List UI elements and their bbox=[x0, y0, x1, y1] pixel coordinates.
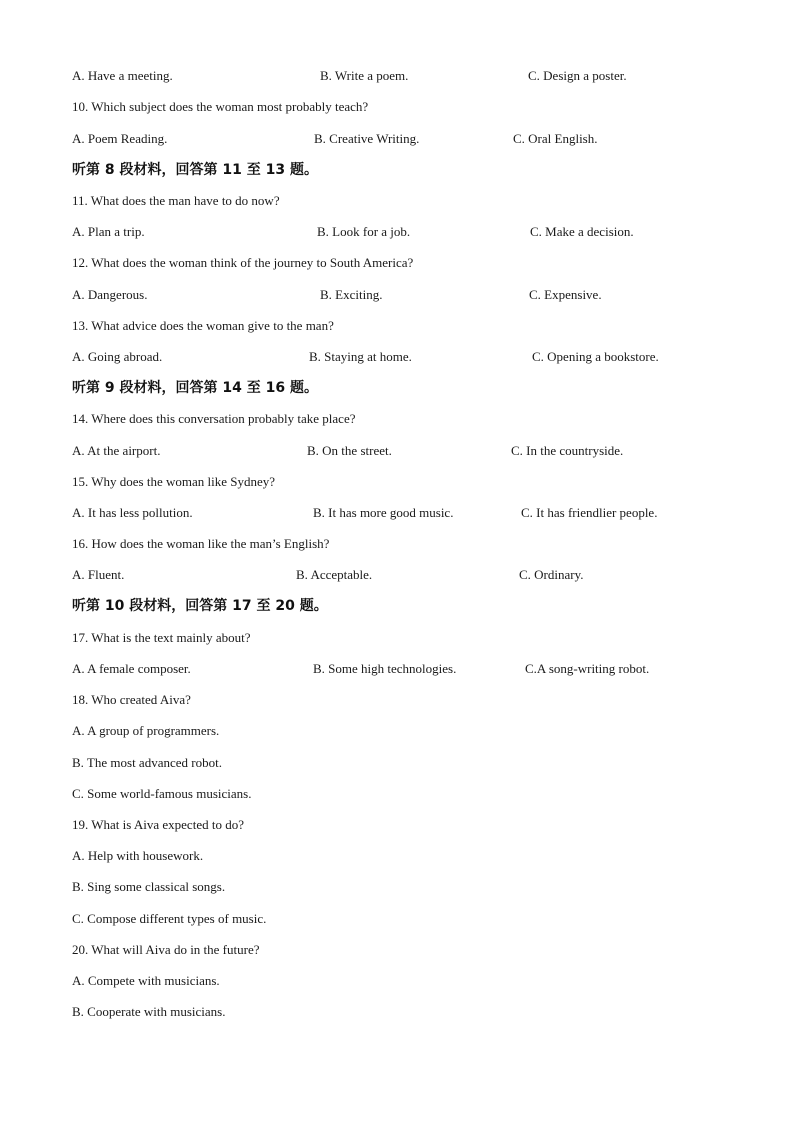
q14-option-a: A. At the airport. bbox=[72, 443, 161, 458]
q17-option-c: C.A song-writing robot. bbox=[525, 661, 650, 676]
q19-question: 19. What is Aiva expected to do? bbox=[72, 817, 244, 832]
q16-option-b: B. Acceptable. bbox=[296, 567, 373, 582]
q16-option-c: C. Ordinary. bbox=[519, 567, 584, 582]
section-heading-10: 听第 10 段材料，回答第 17 至 20 题。 bbox=[72, 598, 328, 614]
q12-question: 12. What does the woman think of the journey to South America? bbox=[72, 255, 414, 270]
q9-option-c: C. Design a poster. bbox=[528, 68, 627, 83]
q10-option-a: A. Poem Reading. bbox=[72, 131, 168, 146]
q13-question: 13. What advice does the woman give to the man? bbox=[72, 318, 334, 333]
q17-option-a: A. A female composer. bbox=[72, 661, 191, 676]
q13-option-c: C. Opening a bookstore. bbox=[532, 349, 659, 364]
q15-option-b: B. It has more good music. bbox=[313, 505, 454, 520]
q11-option-c: C. Make a decision. bbox=[530, 224, 634, 239]
q12-option-c: C. Expensive. bbox=[529, 287, 602, 302]
q19-option-a: A. Help with housework. bbox=[72, 848, 204, 863]
q10-option-c: C. Oral English. bbox=[513, 131, 598, 146]
q17-option-b: B. Some high technologies. bbox=[313, 661, 457, 676]
q15-option-a: A. It has less pollution. bbox=[72, 505, 193, 520]
q19-option-c: C. Compose different types of music. bbox=[72, 911, 267, 926]
q14-option-b: B. On the street. bbox=[307, 443, 392, 458]
q18-option-b: B. The most advanced robot. bbox=[72, 755, 222, 770]
q14-option-c: C. In the countryside. bbox=[511, 443, 624, 458]
q11-option-b: B. Look for a job. bbox=[317, 224, 411, 239]
q18-option-a: A. A group of programmers. bbox=[72, 723, 220, 738]
q10-question: 10. Which subject does the woman most probably teach? bbox=[72, 99, 369, 114]
section-heading-9: 听第 9 段材料，回答第 14 至 16 题。 bbox=[72, 380, 318, 396]
q17-question: 17. What is the text mainly about? bbox=[72, 630, 251, 645]
q13-option-a: A. Going abroad. bbox=[72, 349, 163, 364]
q20-question: 20. What will Aiva do in the future? bbox=[72, 942, 260, 957]
q18-option-c: C. Some world-famous musicians. bbox=[72, 786, 252, 801]
q11-option-a: A. Plan a trip. bbox=[72, 224, 145, 239]
q15-option-c: C. It has friendlier people. bbox=[521, 505, 658, 520]
q9-option-a: A. Have a meeting. bbox=[72, 68, 173, 83]
q19-option-b: B. Sing some classical songs. bbox=[72, 879, 226, 894]
q20-option-b: B. Cooperate with musicians. bbox=[72, 1004, 226, 1019]
q16-option-a: A. Fluent. bbox=[72, 567, 125, 582]
q10-option-b: B. Creative Writing. bbox=[314, 131, 420, 146]
q9-option-b: B. Write a poem. bbox=[320, 68, 409, 83]
q18-question: 18. Who created Aiva? bbox=[72, 692, 191, 707]
q12-option-a: A. Dangerous. bbox=[72, 287, 148, 302]
section-heading-8: 听第 8 段材料，回答第 11 至 13 题。 bbox=[72, 162, 318, 178]
q14-question: 14. Where does this conversation probably take place? bbox=[72, 411, 356, 426]
q12-option-b: B. Exciting. bbox=[320, 287, 383, 302]
q20-option-a: A. Compete with musicians. bbox=[72, 973, 220, 988]
q15-question: 15. Why does the woman like Sydney? bbox=[72, 474, 276, 489]
q13-option-b: B. Staying at home. bbox=[309, 349, 412, 364]
q16-question: 16. How does the woman like the man’s English? bbox=[72, 536, 330, 551]
q11-question: 11. What does the man have to do now? bbox=[72, 193, 280, 208]
